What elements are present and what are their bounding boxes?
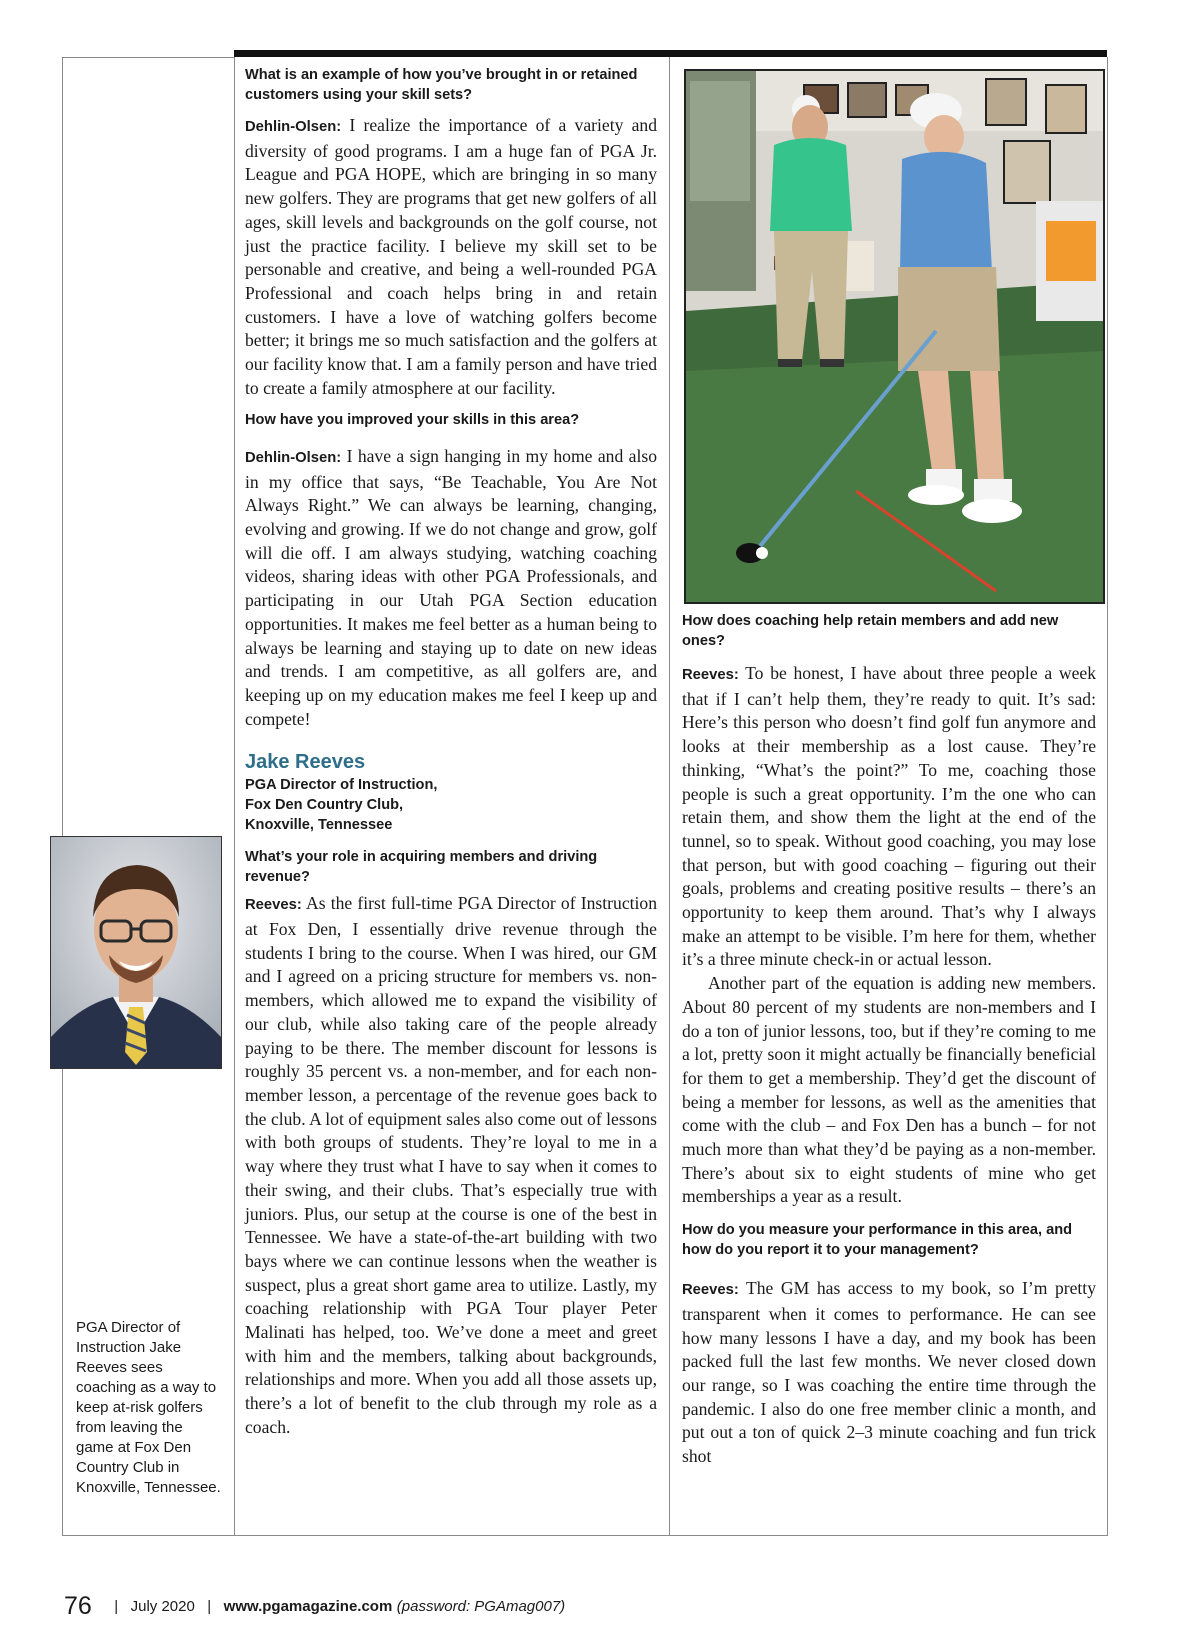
answer-2 bbox=[245, 445, 657, 731]
caption-frame bbox=[62, 57, 234, 1536]
lesson-photo bbox=[684, 69, 1105, 604]
answer-4-continued: Another part of the equation is adding new members. About 80 percent of my students are non-members and I do a ton of junior lessons, too, but if they’re coming to me a lot, pretty soon it might actually be financially beneficial for them to get a membership. They’d get the discount of being a member for lessons, as well as the amenities that come with the club – and Fox Den has a bunch – for not much more than what they’d be paying as a non-member. There’s about six to eight students of mine who get memberships a year as a result. bbox=[682, 973, 1096, 1207]
article-column-1 bbox=[245, 66, 657, 1440]
answer-4 bbox=[682, 662, 1096, 972]
answer-5 bbox=[682, 1277, 1096, 1469]
question-4: How does coaching help retain members and add new ones? bbox=[682, 613, 1059, 649]
password-note: (password: PGAmag007) bbox=[396, 1598, 566, 1615]
profile-name: Jake Reeves bbox=[245, 751, 366, 774]
speaker-label: Reeves: bbox=[245, 897, 302, 914]
question-3: What’s your role in acquiring members and driving revenue? bbox=[245, 849, 598, 885]
answer-text: I realize the importance of a variety and diversity of good programs. I am a huge fan of PGA Jr. League and PGA HOPE, which are bringing in so many new golfers. They are programs that get new golfers of all ages, skill levels and backgrounds on the golf course, not just the practice facility. I believe my skill set to be personable and creative, and being a well-rounded PGA Professional and coach helps bring in and retain customers. I have a love of watching golfers become better; it brings me so much satisfaction and the golfers at our facility know that. I am a family person and have tried to create a family atmosphere at our facility. bbox=[245, 115, 657, 398]
speaker-label: Dehlin-Olsen: bbox=[245, 119, 342, 135]
headshot-photo bbox=[50, 836, 222, 1069]
photo-caption: PGA Director of Instruction Jake Reeves sees coaching as a way to keep at-risk golfers from leaving the game at Fox Den Country Club in Knoxville, Tennessee. bbox=[76, 1319, 221, 1496]
page-footer bbox=[64, 1592, 565, 1622]
column-divider-left bbox=[234, 57, 235, 1536]
website-link[interactable]: www.pgamagazine.com bbox=[223, 1598, 393, 1615]
question-2: How have you improved your skills in this area? bbox=[245, 412, 580, 429]
answer-text: I have a sign hanging in my home and also in my office that says, “Be Teachable, You Are Not Always Right.” We can always be learning, changing, evolving and growing. If we do not change and grow, golf will die off. I am always studying, watching coaching videos, sharing ideas with other PGA Professionals, and participating in our Utah PGA Section education opportunities. It makes me feel better as a human being to always be learning and staying up to date on new ideas and trends. I am competitive, as all golfers are, and keeping up on my education makes me feel I keep up and compete! bbox=[245, 445, 657, 729]
profile-location: Knoxville, Tennessee bbox=[245, 817, 393, 834]
bottom-rule bbox=[234, 1535, 1108, 1536]
speaker-label: Reeves: bbox=[682, 667, 739, 683]
question-5: How do you measure your performance in this area, and how do you report it to your management? bbox=[682, 1222, 1073, 1258]
answer-text: To be honest, I have about three people a week that if I can’t help them, they’re ready to quit. It’s sad: Here’s this person who doesn’t find golf fun anymore and looks at their membership as a lost cause. They’re thinking, “What’s the point?” To me, coaching those people is such a great opportunity. I’m the one who can retain them, and show them the light at the end of the tunnel, so to speak. Without good coaching, you may lose that person, but with good coaching – figuring out their goals, problems and creating positive results – there’s an opportunity to keep them around. That’s why I always make an attempt to be visible. I’m here for them, whether it’s a three minute check-in or actual lesson. bbox=[682, 663, 1096, 970]
footer-separator: | bbox=[114, 1598, 119, 1615]
profile-title: PGA Director of Instruction, bbox=[245, 777, 438, 794]
speaker-label: Reeves: bbox=[682, 1282, 739, 1299]
speaker-label: Dehlin-Olsen: bbox=[245, 449, 342, 466]
top-rule bbox=[234, 50, 1107, 57]
footer-separator: | bbox=[207, 1598, 212, 1615]
issue-date: July 2020 bbox=[130, 1598, 195, 1615]
column-divider-right bbox=[1107, 57, 1108, 1536]
answer-text: As the first full-time PGA Director of Instruction at Fox Den, I essentially drive revenue through the students I bring to the course. When I was hired, our GM and I agreed on a pricing structure for members vs. non-members, which allowed me to expand the visibility of our club, while also taking care of the people already paying to be there. The member discount for lessons is roughly 35 percent vs. a non-member, and for each non-member lesson, a percentage of the revenue goes back to the club. A lot of equipment sales also come out of lessons with both groups of students. They’re loyal to me in a way where they trust what I have to say when it comes to their swing, and their clubs. That’s especially true with juniors. Plus, our setup at the course is one of the best in Tennessee. We have a state-of-the-art building with two bays where we can continue lessons when the weather is suspect, plus a great short game area to utilize. Lastly, my coaching relationship with PGA Tour player Peter Malinati has helped, too. We’ve done a meet and greet with him and the members, talking about backgrounds, relationships and more. When you add all those assets up, there’s a lot of benefit to the club through my role as a coach. bbox=[245, 893, 657, 1437]
page-number: 76 bbox=[64, 1592, 92, 1620]
article-column-2 bbox=[682, 662, 1096, 1469]
profile-club: Fox Den Country Club, bbox=[245, 797, 404, 814]
column-divider-middle bbox=[669, 57, 670, 1536]
answer-1 bbox=[245, 114, 657, 400]
answer-3 bbox=[245, 892, 657, 1439]
question-1: What is an example of how you’ve brought in or retained customers using your skill sets? bbox=[245, 67, 638, 103]
answer-text: The GM has access to my book, so I’m pretty transparent when it comes to performance. He can see how many lessons I have a day, and my book has been packed full the last few months. We never closed down our range, so I was coaching the entire time through the pandemic. I also do one free member clinic a month, and put out a ton of quick 2–3 minute coaching and fun trick shot bbox=[682, 1278, 1096, 1467]
